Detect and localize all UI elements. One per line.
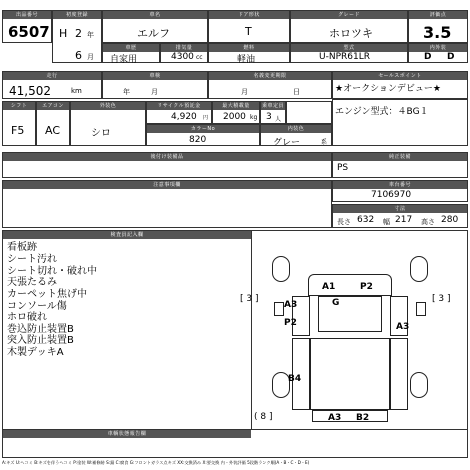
cab-roof xyxy=(318,296,382,332)
mileage: 41,502 xyxy=(9,84,51,98)
inspection-item: 看板跡 xyxy=(7,242,37,253)
inspection-item: カーペット焦げ中 xyxy=(7,289,87,300)
inspection-item: ホロ破れ xyxy=(7,312,47,323)
model-label: 型式 xyxy=(291,44,407,52)
sales-point-1: ★オークションデビュー★ xyxy=(335,84,441,94)
sales-point-label: セールスポイント xyxy=(333,72,467,80)
door-cell xyxy=(208,10,290,43)
car-name-label: 車名 xyxy=(103,11,207,19)
recycle-unit: 円 xyxy=(203,115,209,121)
max-load-label: 最大積載量 xyxy=(213,102,259,110)
first-registration-cell xyxy=(52,10,102,63)
shaken-cell xyxy=(102,71,208,99)
cab-front xyxy=(308,274,392,296)
mirror-right xyxy=(416,302,426,316)
color-no: 820 xyxy=(189,135,207,145)
shift-label: シフト xyxy=(3,102,35,110)
legend: A:キズ U:ヘコミ B:キズを伴うヘコミ P:塗装 W:補修跡 S:錆 C:腐食 G:フロントガラス点キズ XX:交換済み X:要交換 内・外装評価 5段階ランク順(A・B・C・D・E) xyxy=(2,460,310,465)
width-value: 217 xyxy=(395,215,413,225)
door-label: ドア形状 xyxy=(209,11,289,19)
recycle-label: リサイクル預託金 xyxy=(147,102,211,110)
recycle-fee: 4,920 xyxy=(171,112,197,122)
inspection-item: 天張たるみ xyxy=(7,277,57,288)
damage-mark-front: A1 xyxy=(322,282,336,292)
inspection-item: 木製デッキA xyxy=(7,347,64,358)
capacity-cell xyxy=(260,101,286,124)
score: 3.5 xyxy=(423,23,452,42)
color-no-cell xyxy=(146,124,260,146)
wheel-front-right xyxy=(410,256,428,282)
mirror-left xyxy=(274,302,284,316)
sales-point-extra-cell xyxy=(332,99,468,146)
interior-color-cell xyxy=(260,124,332,146)
month-unit: 月 xyxy=(87,53,94,61)
std-equipment: PS xyxy=(337,163,349,173)
mileage-label: 走行 xyxy=(3,72,101,80)
exterior-score: D xyxy=(447,52,455,62)
exterior-color-cell xyxy=(70,101,146,146)
mileage-cell xyxy=(2,71,102,99)
shaken-year: 年 xyxy=(123,88,130,96)
notes-label: 注意事項欄 xyxy=(3,181,331,189)
mileage-unit: km xyxy=(71,87,82,95)
notes-cell xyxy=(2,180,332,228)
fuel-label: 燃料 xyxy=(209,44,289,52)
lot-label: 出品番号 xyxy=(3,11,51,19)
truck-diagram xyxy=(240,234,466,428)
bracket-bottom: ( 8 ] xyxy=(254,412,273,422)
aircon-label: エアコン xyxy=(37,102,69,110)
width-label: 幅 xyxy=(383,218,390,226)
int-ext-label: 内外装 xyxy=(409,44,467,52)
model-code: U-NPR61LR xyxy=(319,52,370,62)
wheel-rear-right xyxy=(410,372,428,398)
shift-cell xyxy=(2,101,36,146)
inspection-item: コンソール傷 xyxy=(7,301,67,312)
inspection-item: 突入防止装置B xyxy=(7,335,74,346)
damage-mark-left-bed: B4 xyxy=(288,374,302,384)
color-no-label: カラーNo xyxy=(147,125,259,133)
damage-mark-rear-left: A3 xyxy=(328,413,342,423)
displacement: 4300 xyxy=(171,52,194,62)
grade-label: グレード xyxy=(291,11,407,19)
capacity-label: 乗車定員 xyxy=(261,103,284,109)
wheel-front-left xyxy=(272,256,290,282)
length-label: 長さ xyxy=(337,218,351,226)
capacity: 3 xyxy=(266,112,272,122)
frame-no-cell xyxy=(332,180,468,202)
capacity-unit: 人 xyxy=(275,116,282,123)
inspection-item: シート切れ・破れ中 xyxy=(7,266,97,277)
exterior-color-label: 外装色 xyxy=(71,102,145,110)
usage-label: 車歴 xyxy=(103,44,159,52)
displacement-label: 排気量 xyxy=(161,44,207,52)
plate-change-cell xyxy=(208,71,332,99)
damage-mark-right-door: A3 xyxy=(396,322,410,332)
shift: F5 xyxy=(11,124,25,137)
month-value: 6 xyxy=(75,49,82,62)
std-equipment-label: 純正装備 xyxy=(333,153,467,161)
rear-gate xyxy=(312,410,388,422)
after-equipment-cell xyxy=(2,152,332,178)
damage-mark-front-right: P2 xyxy=(360,282,373,292)
first-registration-label: 初度登録 xyxy=(53,11,101,19)
blank-cell xyxy=(286,101,332,124)
aircon-cell xyxy=(36,101,70,146)
grade-cell xyxy=(290,10,408,43)
interior-score: D xyxy=(424,52,432,62)
exterior-color: シロ xyxy=(91,128,111,139)
damage-mark-windshield: G xyxy=(332,298,340,308)
usage-cell xyxy=(102,43,160,63)
height-value: 280 xyxy=(441,215,459,225)
inspection-item: シート汚れ xyxy=(7,254,57,265)
inspection-item: 巻込防止装置B xyxy=(7,324,74,335)
year-unit: 年 xyxy=(87,31,94,39)
inspection-label: 検査員記入欄 xyxy=(3,231,251,239)
cargo-bed xyxy=(310,338,390,410)
displacement-cell xyxy=(160,43,208,63)
score-cell xyxy=(408,10,468,43)
interior-color-suffix: 系 xyxy=(321,139,328,146)
grade: ホロツキ xyxy=(329,27,373,40)
max-load-unit: kg xyxy=(250,114,258,121)
interior-color: グレー xyxy=(273,138,301,148)
size-label: 寸法 xyxy=(333,205,467,213)
length-value: 632 xyxy=(357,215,375,225)
bracket-left: [ 3 ] xyxy=(240,294,259,304)
fuel-cell xyxy=(208,43,290,63)
plate-change-label: 名義変更期限 xyxy=(209,72,331,80)
plate-day: 日 xyxy=(293,88,300,96)
interior-color-label: 内装色 xyxy=(261,125,331,133)
frame-no: 7106970 xyxy=(371,190,412,200)
height-label: 高さ xyxy=(421,218,435,226)
lot-number: 6507 xyxy=(8,23,50,41)
aircon: AC xyxy=(45,124,61,137)
max-load: 2000 xyxy=(223,112,246,122)
door-type: T xyxy=(245,25,252,38)
bracket-right: [ 3 ] xyxy=(432,294,451,304)
std-equipment-cell xyxy=(332,152,468,178)
report-cell xyxy=(2,430,468,458)
sales-point-cell xyxy=(332,71,468,99)
year-value: 2 xyxy=(75,27,82,40)
score-label: 評価点 xyxy=(409,11,467,19)
damage-mark-rear-right: B2 xyxy=(356,413,370,423)
fuel: 軽油 xyxy=(237,55,256,65)
max-load-cell xyxy=(212,101,260,124)
shaken-month: 月 xyxy=(151,88,158,96)
damage-mark-left-door: A3 xyxy=(284,300,298,310)
after-equipment-label: 後付け装備品 xyxy=(3,153,331,161)
bed-right-gate xyxy=(390,338,408,410)
frame-no-label: 車台番号 xyxy=(333,181,467,189)
plate-month: 月 xyxy=(241,88,248,96)
era: H xyxy=(59,27,68,40)
sales-point-2: エンジン型式：４BG１ xyxy=(335,107,429,117)
damage-mark-left-lower: P2 xyxy=(284,318,297,328)
shaken-label: 車検 xyxy=(103,72,207,80)
model-cell xyxy=(290,43,408,63)
displacement-unit: cc xyxy=(196,54,203,61)
size-cell xyxy=(332,204,468,228)
recycle-cell xyxy=(146,101,212,124)
car-name: エルフ xyxy=(137,27,170,40)
report-label: 車輌状態報告欄 xyxy=(3,430,251,438)
int-ext-cell xyxy=(408,43,468,63)
car-name-cell xyxy=(102,10,208,43)
usage: 自家用 xyxy=(110,55,138,65)
lot-cell xyxy=(2,10,52,43)
